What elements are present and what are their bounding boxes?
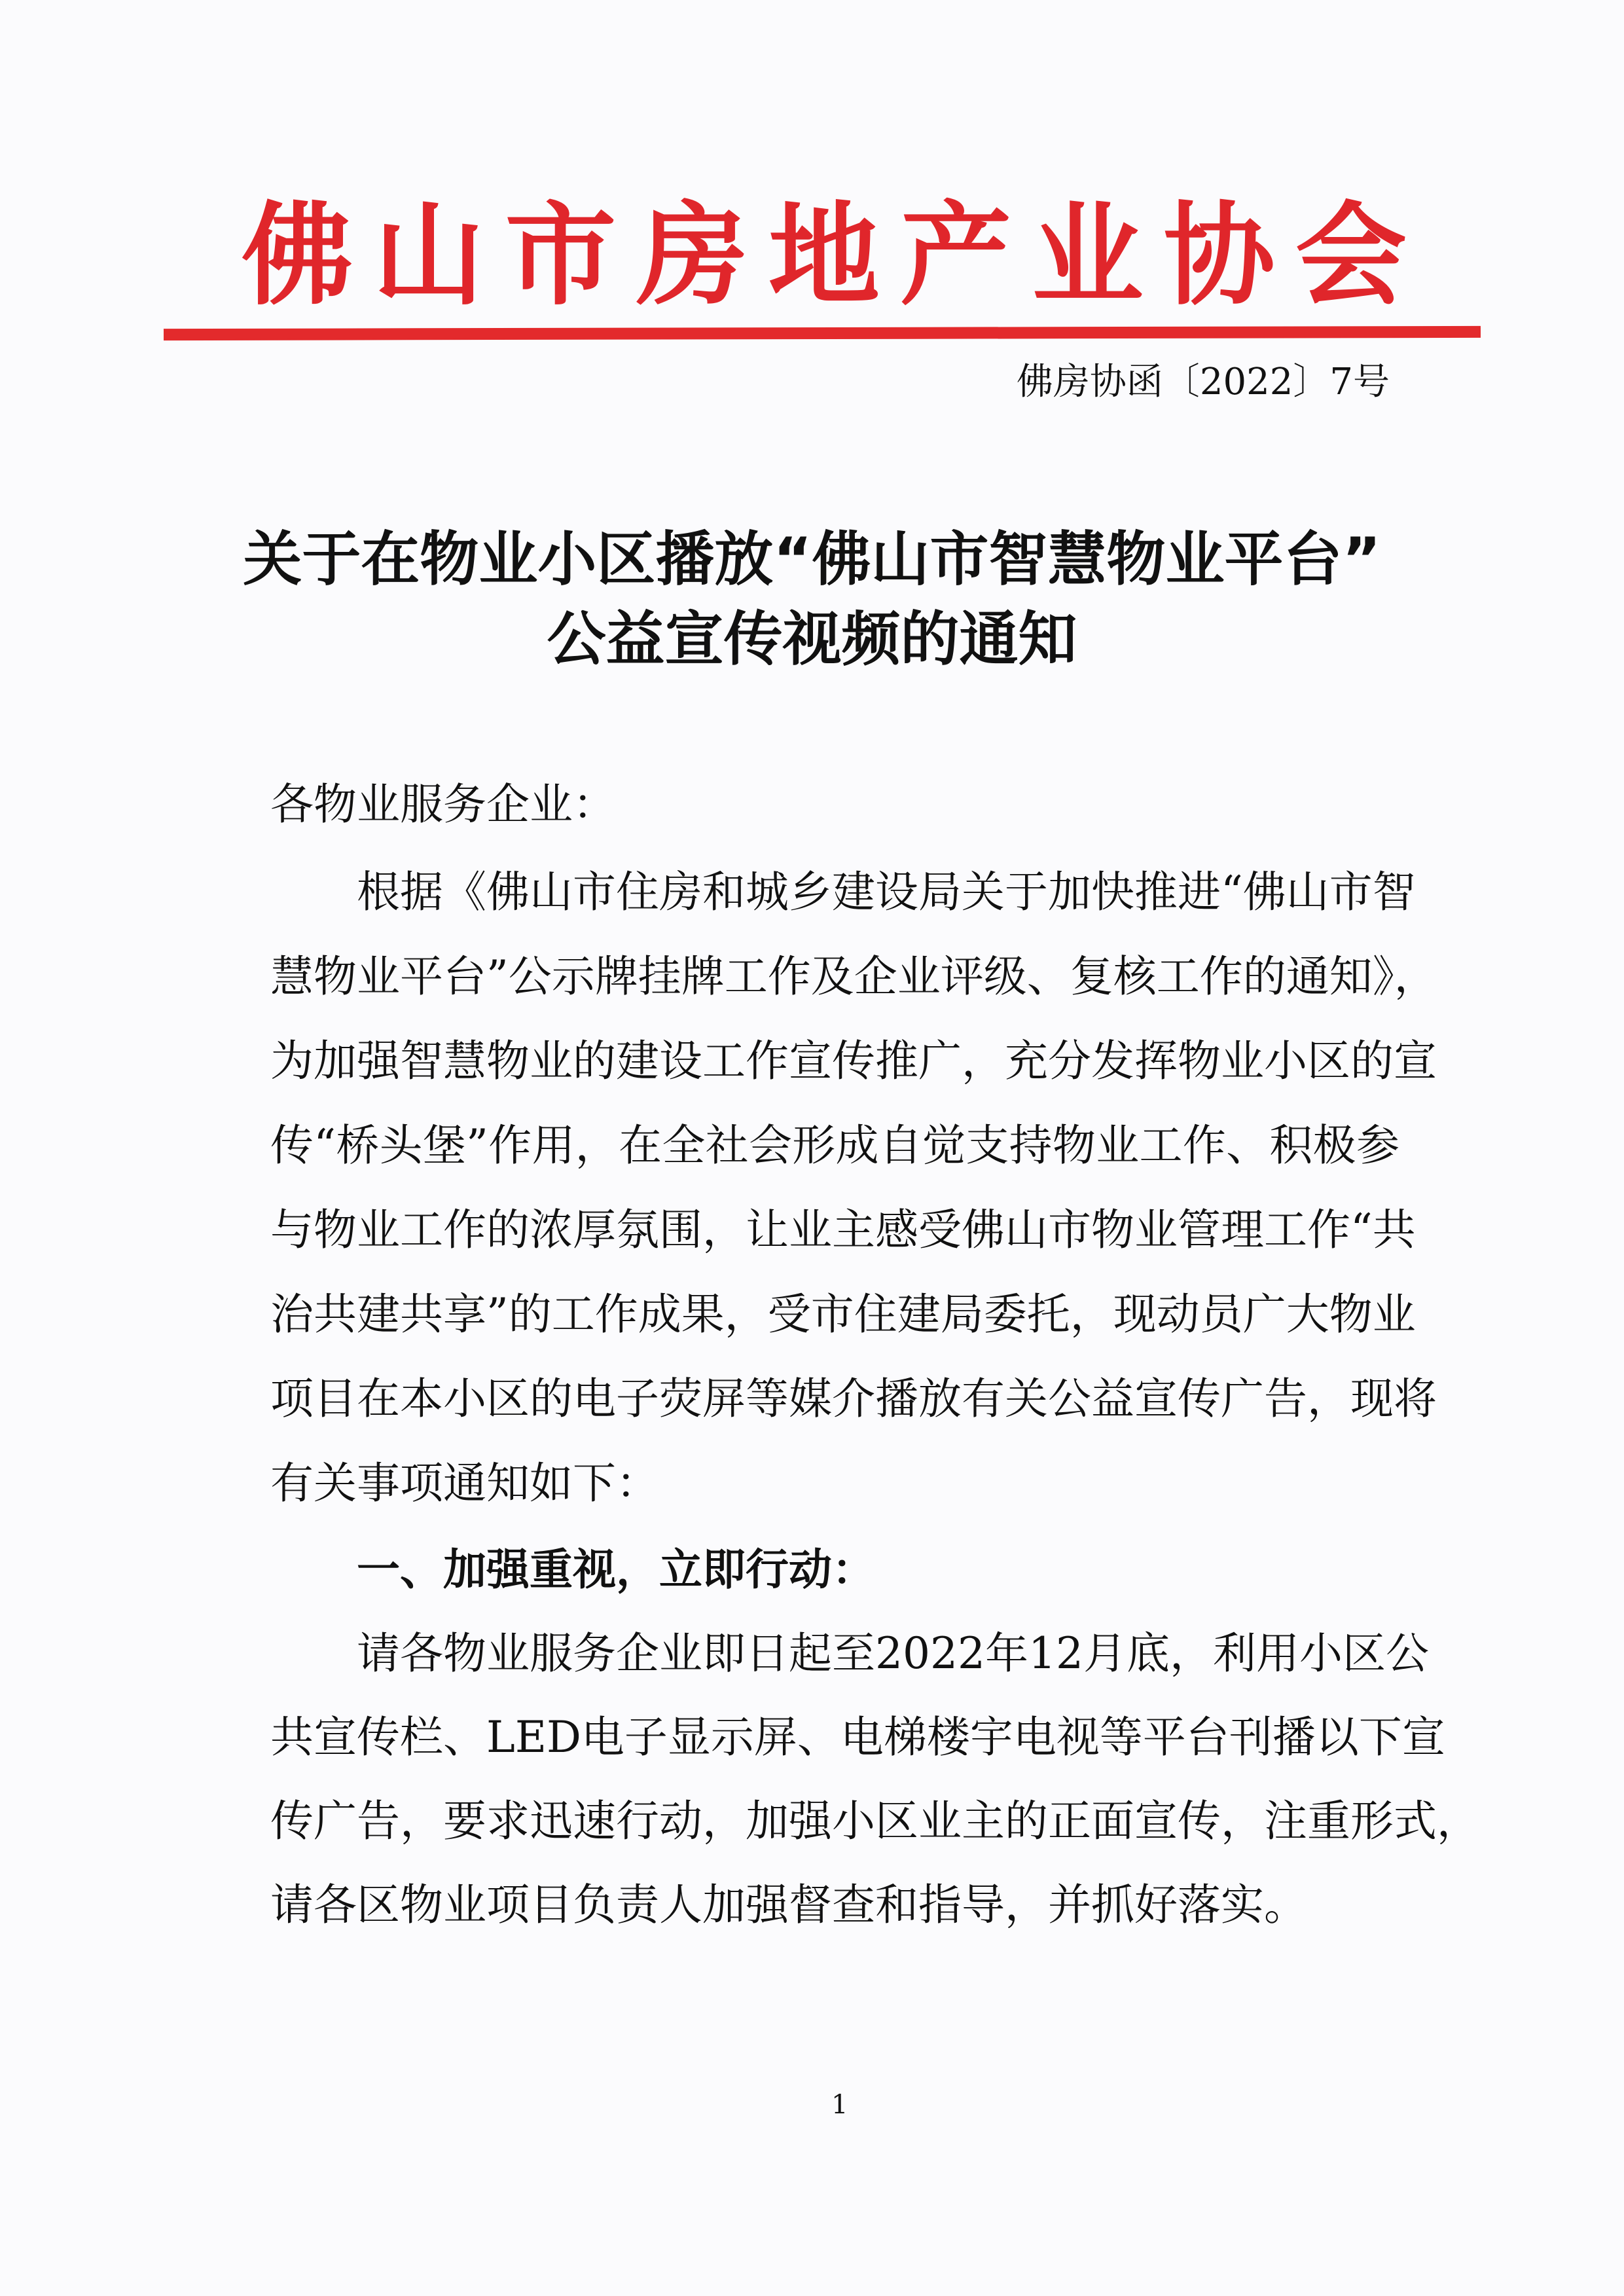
paragraph-1-line: 慧物业平台”公示牌挂牌工作及企业评级、复核工作的通知》， [270,951,1437,1002]
paragraph-1-line: 传“桥头堡”作用，在全社会形成自觉支持物业工作、积极参 [270,1120,1399,1171]
salutation: 各物业服务企业： [270,779,616,829]
paragraph-1-line: 为加强智慧物业的建设工作宣传推广，充分发挥物业小区的宣 [270,1036,1437,1086]
paragraph-2-line: 共宣传栏、LED电子显示屏、电梯楼宇电视等平台刊播以下宣 [270,1712,1445,1762]
paragraph-1-line: 与物业工作的浓厚氛围，让业主感受佛山市物业管理工作“共 [270,1205,1416,1255]
org-name-char: 山 [373,190,485,321]
paragraph-1-line: 根据《佛山市住房和城乡建设局关于加快推进“佛山市智 [357,867,1416,917]
paragraph-2-line: 传广告，要求迅速行动，加强小区业主的正面宣传，注重形式， [270,1796,1480,1846]
paragraph-2-line: 请各区物业项目负责人加强督查和指导，并抓好落实。 [270,1880,1307,1930]
org-name-char: 地 [768,190,880,321]
org-name-char: 协 [1163,190,1275,321]
org-name-char: 佛 [242,190,353,321]
letterhead-org-name [242,190,1407,321]
paragraph-1-line: 有关事项通知如下： [270,1458,659,1508]
org-name-char: 市 [505,190,617,321]
section-1-heading: 一、加强重视，立即行动： [357,1544,875,1595]
document-title-line-1: 关于在物业小区播放“佛山市智慧物业平台” [243,525,1381,594]
document-title-line-2: 公益宣传视频的通知 [547,605,1077,674]
document-number: 佛房协函〔2022〕7号 [1016,361,1390,403]
page-number: 1 [831,2090,848,2120]
org-name-char: 业 [1032,190,1144,321]
letterhead-red-rule [164,326,1481,340]
org-name-char: 会 [1295,190,1407,321]
paragraph-1-line: 项目在本小区的电子荧屏等媒介播放有关公益宣传广告，现将 [270,1374,1437,1424]
paragraph-1-line: 治共建共享”的工作成果，受市住建局委托，现动员广大物业 [270,1289,1416,1339]
paragraph-2-line: 请各物业服务企业即日起至2022年12月底，利用小区公 [357,1628,1429,1679]
org-name-char: 产 [900,190,1012,321]
org-name-char: 房 [636,190,748,321]
